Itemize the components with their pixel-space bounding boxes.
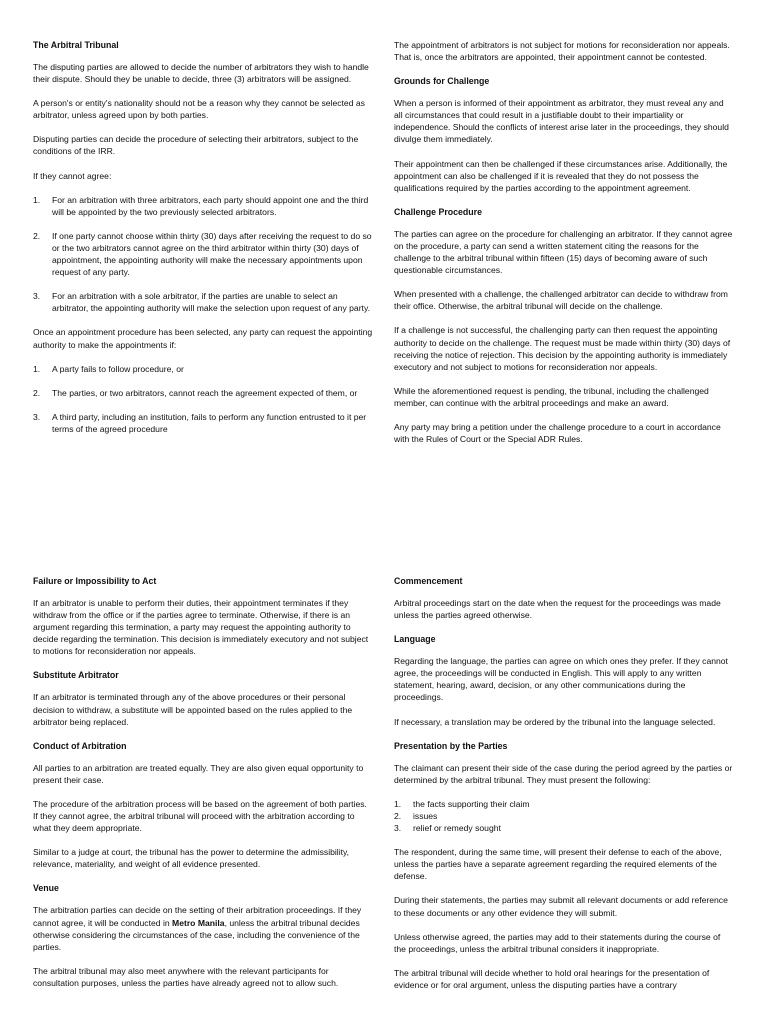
left-bottom-column bbox=[33, 575, 373, 1001]
right-bottom-column bbox=[394, 575, 734, 1003]
paragraph: All parties to an arbitration are treated equally. They are also given equal opportunity to present their case. bbox=[33, 762, 364, 785]
section-heading: The Arbitral Tribunal bbox=[33, 40, 119, 50]
paragraph: The parties can agree on the procedure for challenging an arbitrator. If they cannot agree on the procedure, a party can send a written statement citing the reasons for the challenge to the arbitral tribunal within fifteen (15) days of becoming aware of such questionable circumstances. bbox=[394, 228, 733, 276]
paragraph: The procedure of the arbitration process will be based on the agreement of both parties. If they cannot agree, the arbitral tribunal will proceed with the arbitration according to what they deem appropriate. bbox=[33, 798, 367, 834]
section-heading: Conduct of Arbitration bbox=[33, 740, 127, 751]
list-item: 2. issues bbox=[394, 810, 438, 821]
paragraph: While the aforementioned request is pending, the tribunal, including the challenged member, can continue with the arbitral proceedings and make an award. bbox=[394, 385, 709, 408]
list-item: 1. the facts supporting their claim bbox=[394, 798, 530, 809]
right-top-column bbox=[394, 39, 734, 457]
list-item: 3. For an arbitration with a sole arbitrator, if the parties are unable to select an arbitrator, the appointing authority will make the selection upon request of any party. bbox=[33, 291, 370, 314]
paragraph: The arbitration parties can decide on the setting of their arbitration proceedings. If they cannot agree, it will be conducted in Metro Manila, unless the arbitral tribunal decides otherwise considering the circumstances of the case, including the convenience of the parties. bbox=[33, 905, 362, 952]
section-heading: Commencement bbox=[394, 576, 463, 586]
paragraph: When presented with a challenge, the challenged arbitrator can decide to withdraw from their office. Otherwise, the arbitral tribunal will decide on the challenge. bbox=[394, 289, 728, 312]
paragraph: If a challenge is not successful, the challenging party can then request the appointing authority to decide on the challenge. The request must be made within thirty (30) days of receiving the notice of rejection. This decision by the appointing authority is immediately executory and not subject to motions for reconsideration nor appeals. bbox=[394, 325, 731, 372]
list-item: 3. A third party, including an institution, fails to perform any function entrusted to it per terms of the agreed procedure bbox=[33, 411, 367, 434]
paragraph: The claimant can present their side of the case during the period agreed by the parties or determined by the arbitral tribunal. They must present the following: bbox=[394, 762, 733, 785]
paragraph: If they cannot agree: bbox=[33, 170, 112, 181]
numbered-list bbox=[33, 363, 373, 435]
list-item: 2. The parties, or two arbitrators, cannot reach the agreement expected of them, or bbox=[33, 387, 358, 398]
paragraph: Their appointment can then be challenged if these circumstances arise. Additionally, the appointment can also be challenged if it is revealed that they do not possess the qualifications required by the parties according to the appointment agreement. bbox=[394, 158, 728, 193]
paragraph: If an arbitrator is unable to perform their duties, their appointment terminates if they withdraw from the office or if the parties agree to terminate. Otherwise, if there is an argument regarding this termination, a party may request the appointing authority to decide regarding the termination. This decision is immediately executory and not subject to motions for reconsideration nor appeals. bbox=[33, 598, 369, 657]
section-heading: Venue bbox=[33, 883, 59, 894]
paragraph: The disputing parties are allowed to decide the number of arbitrators they wish to handle their dispute. Should they be unable to decide, three (3) arbitrators will be assigned. bbox=[33, 62, 369, 85]
paragraph: Regarding the language, the parties can agree on which ones they prefer. If they cannot agree, the proceedings will be conducted in English. This will apply to any written statement, hearing, award, decision, or any other communications during the proceedings. bbox=[394, 656, 728, 703]
section-heading: Grounds for Challenge bbox=[394, 76, 490, 87]
paragraph: When a person is informed of their appointment as arbitrator, they must reveal any and all circumstances that could result in a justifiable doubt to their impartiality or independence. Should the conflicts of interest arise later in the proceedings, they should divulge them immediately. bbox=[394, 98, 729, 145]
paragraph: Similar to a judge at court, the tribunal has the power to determine the admissibility, relevance, materiality, and weight of all evidence presented. bbox=[33, 847, 350, 870]
paragraph: Arbitral proceedings start on the date when the request for the proceedings was made unless the parties agreed otherwise. bbox=[394, 598, 721, 621]
paragraph: During their statements, the parties may submit all relevant documents or add reference to these documents or any other evidence they will submit. bbox=[394, 895, 728, 918]
paragraph: The arbitral tribunal may also meet anywhere with the relevant participants for consultation purposes, unless the parties have already agreed not to allow such. bbox=[33, 965, 339, 988]
paragraph: Disputing parties can decide the procedure of selecting their arbitrators, subject to the conditions of the IRR. bbox=[33, 134, 359, 157]
section-heading: Language bbox=[394, 634, 436, 645]
section-heading: Failure or Impossibility to Act bbox=[33, 576, 157, 586]
numbered-list bbox=[394, 798, 734, 834]
list-item: 1. For an arbitration with three arbitrators, each party should appoint one and the third will be appointed by the two previously selected arbitrators. bbox=[33, 194, 369, 217]
section-heading: Challenge Procedure bbox=[394, 206, 482, 217]
section-heading: Presentation by the Parties bbox=[394, 740, 508, 751]
section-heading: Substitute Arbitrator bbox=[33, 670, 119, 681]
paragraph: Once an appointment procedure has been selected, any party can request the appointing authority to make the appointments if: bbox=[33, 327, 373, 350]
numbered-list bbox=[33, 194, 373, 315]
list-item: 1. A party fails to follow procedure, or bbox=[33, 363, 184, 374]
list-item: 2. If one party cannot choose within thirty (30) days after receiving the request to do so or the two arbitrators cannot agree on the third arbitrator within thirty (30) days of appointment, the appointing authority will make the necessary appointments upon request of any party. bbox=[33, 230, 372, 278]
paragraph: The arbitral tribunal will decide whether to hold oral hearings for the presentation of evidence or for oral argument, unless the disputing parties have a contrary bbox=[394, 967, 710, 990]
paragraph: A person's or entity's nationality should not be a reason why they cannot be selected as arbitrator, unless agreed upon by both parties. bbox=[33, 98, 365, 121]
paragraph: The appointment of arbitrators is not subject for motions for reconsideration nor appeals. That is, once the arbitrators are appointed, their appointment cannot be contested. bbox=[394, 40, 730, 63]
paragraph: If an arbitrator is terminated through any of the above procedures or their personal decision to withdraw, a substitute will be appointed based on the rules applied to the arbitrator being replaced. bbox=[33, 692, 353, 727]
bold-location: Metro Manila bbox=[172, 917, 225, 928]
paragraph: Unless otherwise agreed, the parties may add to their statements during the course of the proceedings, unless the arbitral tribunal considers it inappropriate. bbox=[394, 931, 721, 954]
left-top-column bbox=[33, 39, 373, 447]
paragraph: The respondent, during the same time, will present their defense to each of the above, unless the parties have a separate agreement regarding the required elements of the defense. bbox=[394, 847, 722, 882]
paragraph: Any party may bring a petition under the challenge procedure to a court in accordance with the Rules of Court or the Special ADR Rules. bbox=[394, 421, 721, 445]
list-item: 3. relief or remedy sought bbox=[394, 823, 501, 834]
paragraph: If necessary, a translation may be ordered by the tribunal into the language selected. bbox=[394, 716, 716, 727]
